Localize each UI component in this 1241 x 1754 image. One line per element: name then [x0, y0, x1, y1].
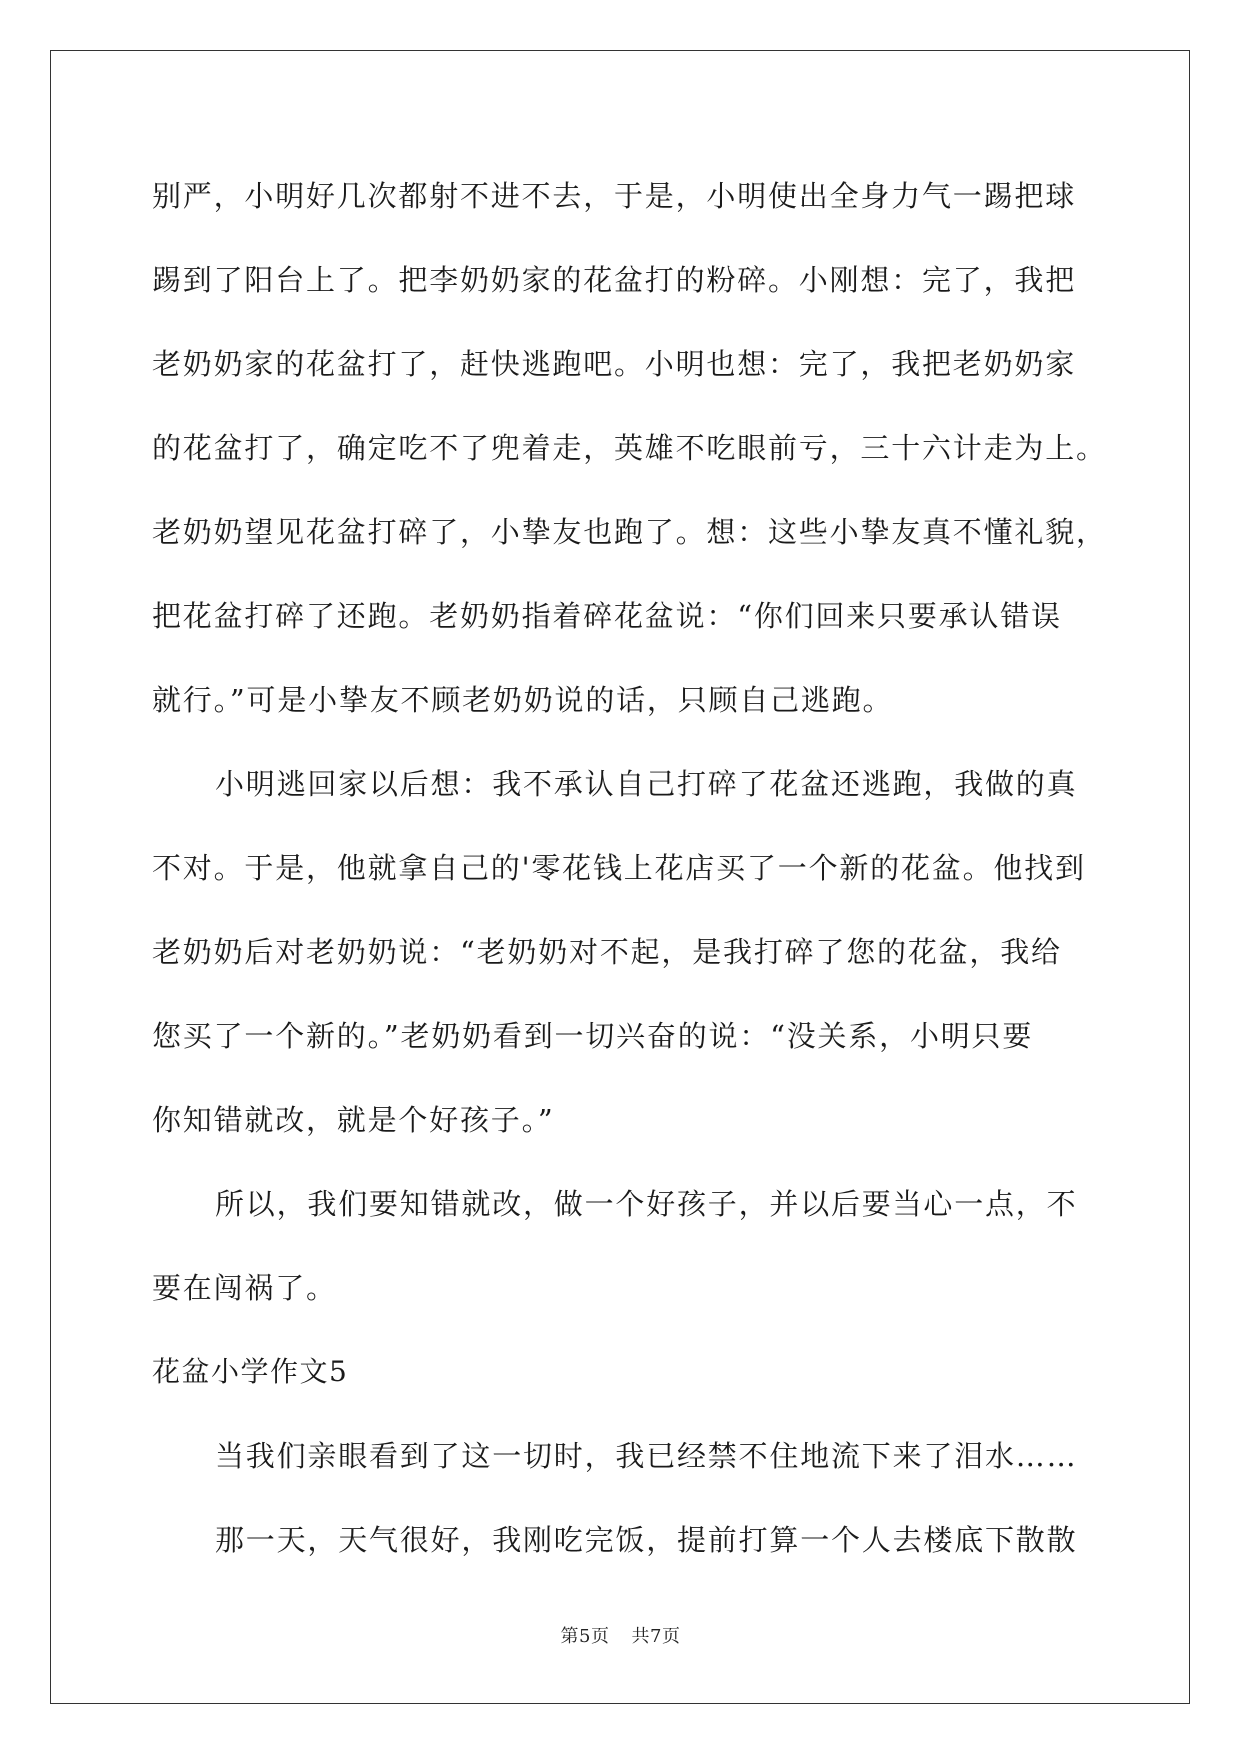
text-line: 小明逃回家以后想：我不承认自己打碎了花盆还逃跑，我做的真 [215, 767, 1078, 801]
document-body [152, 160, 1107, 1588]
text-line: 所以，我们要知错就改，做一个好孩子，并以后要当心一点，不 [215, 1187, 1078, 1221]
text-line: 老奶奶家的花盆打了，赶快逃跑吧。小明也想：完了，我把老奶奶家 [152, 347, 1077, 381]
text-line: 那一天，天气很好，我刚吃完饭，提前打算一个人去楼底下散散 [215, 1523, 1078, 1557]
text-line: 不对。于是，他就拿自己的'零花钱上花店买了一个新的花盆。他找到 [152, 851, 1086, 885]
text-line: 就行。”可是小挚友不顾老奶奶说的话，只顾自己逃跑。 [152, 683, 894, 717]
text-line: 的花盆打了，确定吃不了兜着走，英雄不吃眼前亏，三十六计走为上。 [152, 431, 1107, 465]
text-line: 要在闯祸了。 [152, 1271, 337, 1305]
page-total: 共7页 [631, 1626, 681, 1647]
text-line: 踢到了阳台上了。把李奶奶家的花盆打的粉碎。小刚想：完了，我把 [152, 263, 1077, 297]
page-number: 第5页 [560, 1626, 610, 1647]
text-line: 老奶奶后对老奶奶说：“老奶奶对不起，是我打碎了您的花盆，我给 [152, 935, 1062, 969]
text-line: 老奶奶望见花盆打碎了，小挚友也跑了。想：这些小挚友真不懂礼貌， [152, 515, 1107, 549]
text-line: 别严，小明好几次都射不进不去，于是，小明使出全身力气一踢把球 [152, 179, 1077, 213]
text-line: 您买了一个新的。”老奶奶看到一切兴奋的说：“没关系，小明只要 [152, 1019, 1034, 1053]
section-heading: 花盆小学作文5 [152, 1355, 349, 1388]
text-line: 把花盆打碎了还跑。老奶奶指着碎花盆说：“你们回来只要承认错误 [152, 599, 1062, 633]
text-line: 你知错就改，就是个好孩子。” [152, 1103, 555, 1137]
page-footer [0, 1622, 1241, 1648]
text-line: 当我们亲眼看到了这一切时，我已经禁不住地流下来了泪水…… [215, 1439, 1078, 1473]
